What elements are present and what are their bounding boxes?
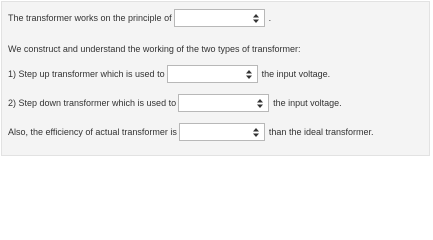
updown-caret-icon [257,99,263,108]
question-row-principle [8,9,271,27]
updown-caret-icon [246,70,252,79]
question-text-step-down: 2) Step down transformer which is used to [8,98,177,108]
question-row-step-up [8,65,330,83]
intro-row [8,44,300,54]
question-row-step-down [8,94,342,112]
principle-dropdown[interactable] [174,9,265,27]
question-text-principle-end: . [268,13,272,23]
intro-text: We construct and understand the working of the two types of transformer: [8,44,301,54]
question-row-efficiency [8,123,373,141]
question-text-efficiency-end: than the ideal transformer. [268,127,374,137]
step-up-dropdown[interactable] [167,65,258,83]
question-panel [1,1,430,156]
step-down-dropdown[interactable] [178,94,269,112]
question-text-step-up: 1) Step up transformer which is used to [8,69,165,79]
updown-caret-icon [253,14,259,23]
question-text-efficiency: Also, the efficiency of actual transformer is [8,127,177,137]
question-text-step-up-end: the input voltage. [261,69,331,79]
updown-caret-icon [253,128,259,137]
efficiency-dropdown[interactable] [179,123,265,141]
question-text-principle: The transformer works on the principle of [8,13,172,23]
question-text-step-down-end: the input voltage. [273,98,342,108]
